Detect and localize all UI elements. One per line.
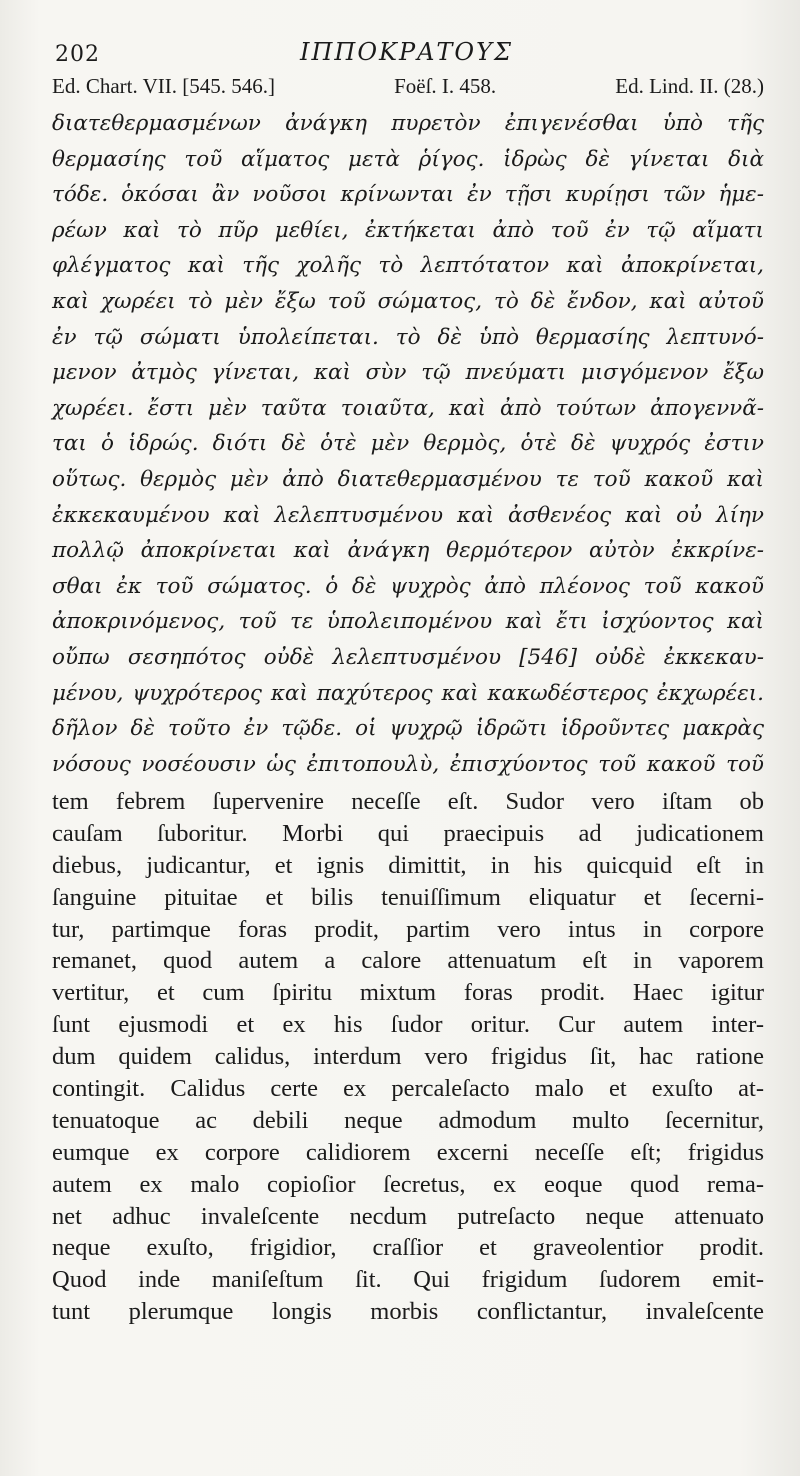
greek-text-line: χωρέει. ἔστι μὲν ταῦτα τοιαῦτα, καὶ ἀπὸ τούτων ἀπογεννᾶ-: [52, 395, 764, 421]
latin-text-line: eumque ex corpore calidiorem excerni neceſſe eſt; frigidus: [52, 1138, 764, 1166]
latin-text-line: diebus, judicantur, et ignis dimittit, in his quicquid eſt in: [52, 851, 764, 879]
page-header: [55, 36, 755, 66]
greek-text-line: ται ὁ ἱδρώς. διότι δὲ ὁτὲ μὲν θερμὸς, ὁτὲ δὲ ψυχρός ἐστιν: [52, 431, 764, 457]
ref-linden: Ed. Lind. II. (28.): [615, 74, 764, 98]
greek-text-line: θερμασίης τοῦ αἵματος μετὰ ῥίγος. ἱδρὼς δὲ γίνεται διὰ: [52, 146, 764, 172]
greek-text-line: ἀποκρινόμενος, τοῦ τε ὑπολειπομένου καὶ ἔτι ἰσχύοντος καὶ: [52, 609, 764, 635]
latin-text-line: tunt plerumque longis morbis conflictantur, invaleſcente: [52, 1298, 764, 1326]
page-number: 202: [55, 42, 100, 67]
greek-text-line: πολλῷ ἀποκρίνεται καὶ ἀνάγκη θερμότερον αὐτὸν ἐκκρίνε-: [52, 538, 764, 564]
greek-text-line: οὔπω σεσηπότος οὐδὲ λελεπτυσμένου [546] οὐδὲ ἐκκεκαυ-: [52, 644, 764, 670]
ref-chartier: Ed. Chart. VII. [545. 546.]: [52, 74, 275, 98]
greek-text-line: ἐν τῷ σώματι ὑπολείπεται. τὸ δὲ ὑπὸ θερμασίης λεπτυνό-: [52, 324, 764, 350]
greek-text-line: ἐκκεκαυμένου καὶ λελεπτυσμένου καὶ ἀσθενέος καὶ οὐ λίην: [52, 502, 764, 528]
latin-text-line: ſanguine pituitae et bilis tenuiſſimum eliquatur et ſecerni-: [52, 883, 764, 911]
greek-text-line: νόσους νοσέουσιν ὡς ἐπιτοπουλὺ, ἐπισχύοντος τοῦ κακοῦ τοῦ: [52, 751, 764, 777]
latin-text-line: remanet, quod autem a calore attenuatum eſt in vaporem: [52, 947, 764, 975]
greek-text-line: μενον ἀτμὸς γίνεται, καὶ σὺν τῷ πνεύματι μισγόμενον ἔξω: [52, 360, 764, 386]
latin-text-line: cauſam ſuboritur. Morbi qui praecipuis ad judicationem: [52, 819, 764, 847]
latin-text-line: neque exuſto, frigidior, craſſior et graveolentior prodit.: [52, 1234, 764, 1262]
latin-text-line: dum quidem calidus, interdum vero frigidus ſit, hac ratione: [52, 1043, 764, 1071]
greek-text-line: σθαι ἐκ τοῦ σώματος. ὁ δὲ ψυχρὸς ἀπὸ πλέονος τοῦ κακοῦ: [52, 573, 764, 599]
latin-text-block: [52, 786, 764, 1328]
greek-text-line: καὶ χωρέει τὸ μὲν ἔξω τοῦ σώματος, τὸ δὲ ἔνδον, καὶ αὐτοῦ: [52, 288, 764, 314]
running-title: ΙΠΠΟΚΡΑΤΟΥΣ: [300, 38, 513, 66]
latin-text-line: vertitur, et cum ſpiritu mixtum foras prodit. Haec igitur: [52, 979, 764, 1007]
greek-text-line: τόδε. ὁκόσαι ἂν νοῦσοι κρίνωνται ἐν τῇσι κυρίῃσι τῶν ἡμε-: [52, 182, 764, 208]
latin-text-line: tur, partimque foras prodit, partim vero intus in corpore: [52, 915, 764, 943]
latin-text-line: tem febrem ſupervenire neceſſe eſt. Sudor vero iſtam ob: [52, 788, 764, 815]
latin-text-line: Quod inde maniſeſtum ſit. Qui frigidum ſudorem emit-: [52, 1266, 764, 1294]
greek-text-line: ρέων καὶ τὸ πῦρ μεθίει, ἐκτήκεται ἀπὸ τοῦ ἐν τῷ αἵματι: [52, 217, 764, 243]
latin-text-line: ſunt ejusmodi et ex his ſudor oritur. Cur autem inter-: [52, 1011, 764, 1039]
greek-text-line: φλέγματος καὶ τῆς χολῆς τὸ λεπτότατον καὶ ἀποκρίνεται,: [52, 253, 764, 279]
edition-references: [52, 74, 764, 99]
latin-text-line: net adhuc invaleſcente necdum putreſacto neque attenuato: [52, 1202, 764, 1230]
greek-text-line: διατεθερμασμένων ἀνάγκη πυρετὸν ἐπιγενέσθαι ὑπὸ τῆς: [52, 111, 764, 136]
greek-text-block: [52, 106, 764, 782]
ref-foes: Foëſ. I. 458.: [394, 74, 497, 98]
latin-text-line: autem ex malo copioſior ſecretus, ex eoque quod rema-: [52, 1170, 764, 1198]
greek-text-line: οὕτως. θερμὸς μὲν ἀπὸ διατεθερμασμένου τε τοῦ κακοῦ καὶ: [52, 466, 764, 492]
greek-text-line: μένου, ψυχρότερος καὶ παχύτερος καὶ κακωδέστερος ἐκχωρέει.: [52, 680, 764, 706]
latin-text-line: contingit. Calidus certe ex percaleſacto malo et exuſto at-: [52, 1075, 764, 1103]
greek-text-line: δῆλον δὲ τοῦτο ἐν τῷδε. οἱ ψυχρῷ ἱδρῶτι ἱδροῦντες μακρὰς: [52, 716, 764, 742]
latin-text-line: tenuatoque ac debili neque admodum multo ſecernitur,: [52, 1106, 764, 1134]
